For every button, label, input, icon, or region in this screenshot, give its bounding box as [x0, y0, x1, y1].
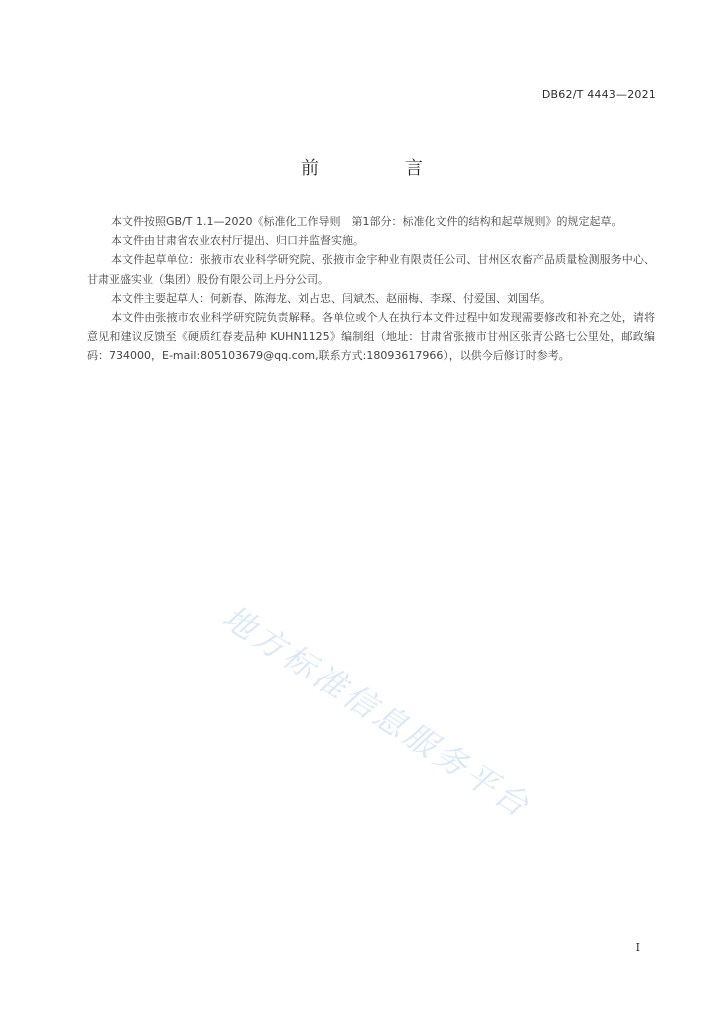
paragraph-interpretation: 本文件由张掖市农业科学研究院负责解释。各单位或个人在执行本文件过程中如发现需要修改和补充之处，请将意见和建议反馈至《硬质红春麦品种 KUHN1125》编制组（地址：甘肃省张掖市甘州区张青公路七公里处，邮政编码：734000，E-mail:805103679@qq.com,联系方式:18093617966），以供今后修订时参考。	[87, 311, 655, 363]
paragraph-drafting-units: 本文件起草单位：张掖市农业科学研究院、张掖市金宇种业有限责任公司、甘州区农畜产品质量检测服务中心、甘肃亚盛实业（集团）股份有限公司上丹分公司。	[87, 253, 655, 286]
page-title: 前 言	[301, 158, 457, 179]
page-number: I	[635, 941, 640, 954]
document-body	[87, 212, 655, 366]
standard-code: DB62/T 4443—2021	[541, 88, 656, 101]
paragraph-drafters: 本文件主要起草人：何新春、陈海龙、刘占忠、闫斌杰、赵丽梅、李琛、付爱国、刘国华。	[111, 291, 551, 305]
paragraph-drafting-rules: 本文件按照GB/T 1.1—2020《标准化工作导则 第1部分：标准化文件的结构和起草规则》的规定起草。	[111, 215, 623, 228]
paragraph-proposer: 本文件由甘肃省农业农村厅提出、归口并监督实施。	[111, 234, 364, 248]
watermark: 地方标准信息服务平台	[215, 597, 539, 826]
